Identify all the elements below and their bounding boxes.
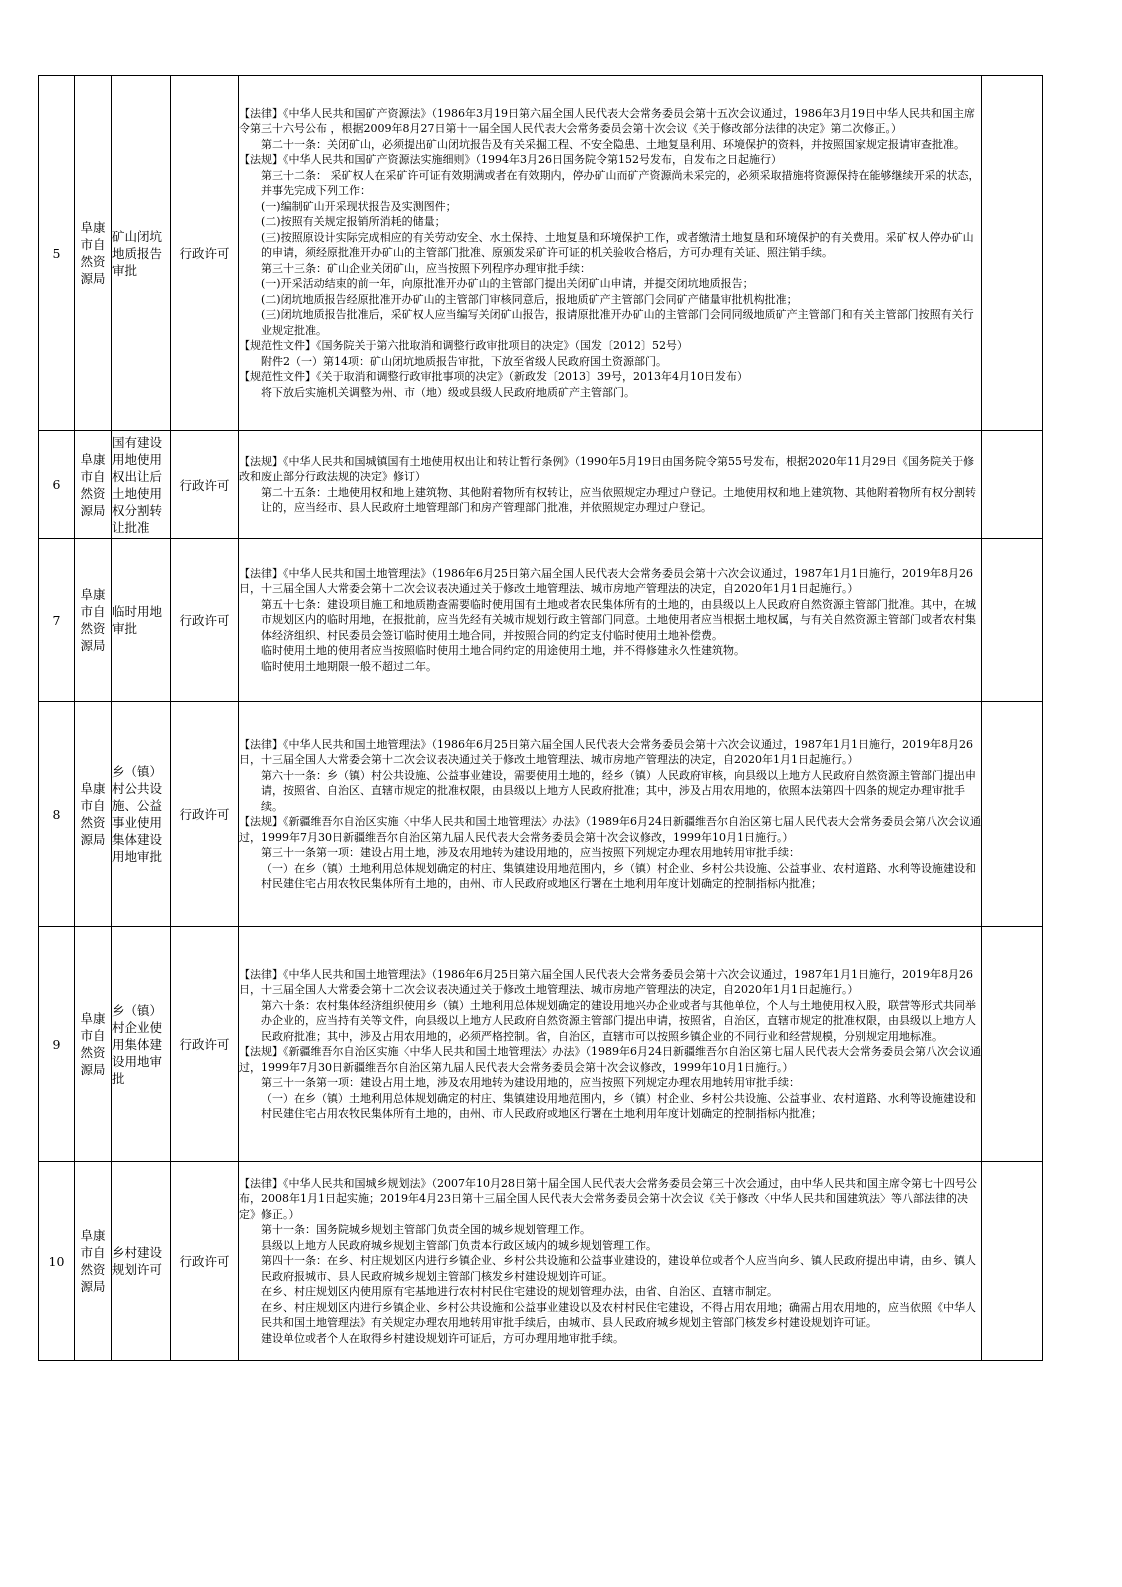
row-number: 6 bbox=[39, 431, 75, 539]
row-number: 9 bbox=[39, 927, 75, 1162]
basis-clause: (一)编制矿山开采现状报告及实测图件； bbox=[261, 199, 457, 213]
basis-source: 【法规】《新疆维吾尔自治区实施〈中华人民共和国土地管理法〉办法》（1989年6月24日新疆维吾尔自治区第七届人民代表大会常务委员会第八次会议通过，1999年7月30日新疆维吾尔自治区第九届人民代表大会常务委员会第十次会议修改，1999年10月1日施行。） bbox=[239, 815, 981, 844]
item-name: 乡（镇）村企业使用集体建设用地审批 bbox=[112, 927, 171, 1162]
table-row bbox=[39, 1162, 1043, 1361]
legal-basis bbox=[239, 927, 982, 1162]
table-row bbox=[39, 927, 1043, 1162]
basis-clause: 第六十一条：乡（镇）村公共设施、公益事业建设，需要使用土地的，经乡（镇）人民政府审核，向县级以上地方人民政府自然资源主管部门提出申请，按照省、自治区、直辖市规定的批准权限，由县级以上地方人民政府批准；其中，涉及占用农用地的，依照本法第四十四条的规定办理审批手续。 bbox=[261, 768, 976, 813]
basis-clause: (二)闭坑地质报告经原批准开办矿山的主管部门审核同意后，报地质矿产主管部门会同矿产储量审批机构批准； bbox=[261, 292, 798, 306]
basis-source: 【规范性文件】《国务院关于第六批取消和调整行政审批项目的决定》（国发〔2012〕52号） bbox=[239, 339, 688, 353]
item-type: 行政许可 bbox=[171, 1162, 239, 1361]
basis-clause: 第二十一条：关闭矿山，必须提出矿山闭坑报告及有关采掘工程、不安全隐患、土地复垦利用、环境保护的资料，并按照国家规定报请审查批准。 bbox=[261, 137, 965, 151]
table-body bbox=[39, 76, 1043, 1361]
basis-clause: 临时使用土地的使用者应当按照临时使用土地合同约定的用途使用土地，并不得修建永久性建筑物。 bbox=[261, 644, 745, 658]
remarks-cell bbox=[982, 76, 1043, 431]
table-row bbox=[39, 431, 1043, 539]
basis-clause: 第三十一条第一项：建设占用土地，涉及农用地转为建设用地的，应当按照下列规定办理农用地转用审批手续： bbox=[261, 1076, 800, 1089]
basis-clause: 第四十一条：在乡、村庄规划区内进行乡镇企业、乡村公共设施和公益事业建设的，建设单位或者个人应当向乡、镇人民政府提出申请，由乡、镇人民政府报城市、县人民政府城乡规划主管部门核发乡村建设规划许可证。 bbox=[261, 1254, 976, 1283]
basis-clause: （一）在乡（镇）土地利用总体规划确定的村庄、集镇建设用地范围内，乡（镇）村企业、乡村公共设施、公益事业、农村道路、水利等设施建设和村民建住宅占用农牧民集体所有土地的，由州、市人民政府或地区行署在土地利用年度计划确定的控制指标内批准； bbox=[261, 861, 976, 890]
basis-source: 【法律】《中华人民共和国城乡规划法》（2007年10月28日第十届全国人民代表大会常务委员会第三十次会通过，由中华人民共和国主席令第七十四号公布，2008年1月1日起实施；2019年4月23日第十三届全国人民代表大会常务委员会第十次会议《关于修改〈中华人民共和国建筑法〉等八部法律的决定》修正。） bbox=[239, 1176, 977, 1221]
basis-clause: 建设单位或者个人在取得乡村建设规划许可证后，方可办理用地审批手续。 bbox=[261, 1331, 624, 1345]
basis-clause: 在乡、村庄规划区内使用原有宅基地进行农村村民住宅建设的规划管理办法，由省、自治区、直辖市制定。 bbox=[261, 1285, 778, 1299]
item-type: 行政许可 bbox=[171, 76, 239, 431]
legal-basis bbox=[239, 1162, 982, 1361]
basis-clause: (三)按照原设计实际完成相应的有关劳动安全、水土保持、土地复垦和环境保护工作，或者缴清土地复垦和环境保护的有关费用。采矿权人停办矿山的申请，须经原批准开办矿山的主管部门批准、原颁发采矿许可证的机关验收合格后，方可办理有关证、照注销手续。 bbox=[261, 230, 974, 260]
legal-basis bbox=[239, 76, 982, 431]
basis-source: 【规范性文件】《关于取消和调整行政审批事项的决定》（新政发〔2013〕39号，2013年4月10日发布） bbox=[239, 370, 748, 384]
item-name: 临时用地审批 bbox=[112, 539, 171, 702]
legal-basis bbox=[239, 539, 982, 702]
basis-clause: 第六十条：农村集体经济组织使用乡（镇）土地利用总体规划确定的建设用地兴办企业或者与其他单位，个人与土地使用权入股，联营等形式共同举办企业的，应当持有关等文件，向县级以上地方人民政府自然资源主管部门提出申请，按照省，自治区，直辖市规定的批准权限，由县级以上地方人民政府批准；其中，涉及占用农用地的，必须严格控制。省，自治区，直辖市可以按照乡镇企业的不同行业和经营规模，分别规定用地标准。 bbox=[261, 998, 976, 1043]
item-name: 矿山闭坑地质报告审批 bbox=[112, 76, 171, 431]
item-type: 行政许可 bbox=[171, 927, 239, 1162]
item-type: 行政许可 bbox=[171, 431, 239, 539]
basis-source: 【法律】《中华人民共和国土地管理法》（1986年6月25日第六届全国人民代表大会常务委员会第十六次会议通过，1987年1月1日施行，2019年8月26日，十三届全国人大常委会第十二次会议表决通过关于修改土地管理法、城市房地产管理法的决定，自2020年1月1日起施行。） bbox=[239, 566, 973, 596]
basis-clause: 第三十三条：矿山企业关闭矿山，应当按照下列程序办理审批手续： bbox=[261, 261, 591, 275]
approval-items-table bbox=[38, 75, 1043, 1361]
table-row bbox=[39, 539, 1043, 702]
implementing-agency: 阜康市自然资源局 bbox=[75, 431, 112, 539]
basis-clause: 第三十一条第一项：建设占用土地，涉及农用地转为建设用地的，应当按照下列规定办理农用地转用审批手续： bbox=[261, 846, 800, 859]
basis-source: 【法规】《中华人民共和国矿产资源法实施细则》（1994年3月26日国务院令第152号发布，自发布之日起施行） bbox=[239, 153, 782, 167]
basis-source: 【法律】《中华人民共和国土地管理法》（1986年6月25日第六届全国人民代表大会常务委员会第十六次会议通过，1987年1月1日施行，2019年8月26日，十三届全国人大常委会第十二次会议表决通过关于修改土地管理法、城市房地产管理法的决定，自2020年1月1日起施行。） bbox=[239, 967, 973, 996]
basis-clause: 第三十二条： 采矿权人在采矿许可证有效期满或者在有效期内，停办矿山而矿产资源尚未采完的，必须采取措施将资源保持在能够继续开采的状态，并事先完成下列工作： bbox=[261, 168, 980, 198]
basis-clause: 第十一条：国务院城乡规划主管部门负责全国的城乡规划管理工作。 bbox=[261, 1223, 591, 1237]
implementing-agency: 阜康市自然资源局 bbox=[75, 76, 112, 431]
remarks-cell bbox=[982, 927, 1043, 1162]
implementing-agency: 阜康市自然资源局 bbox=[75, 539, 112, 702]
legal-basis bbox=[239, 431, 982, 539]
row-number: 7 bbox=[39, 539, 75, 702]
basis-source: 【法律】《中华人民共和国矿产资源法》（1986年3月19日第六届全国人民代表大会常务委员会第十五次会议通过，1986年3月19日中华人民共和国主席令第三十六号公布 ，根据2009年8月27日第十一届全国人民代表大会常务委员会第十次会议《关于修改部分法律的决定》第二次修正。） bbox=[239, 106, 975, 136]
basis-source: 【法规】《中华人民共和国城镇国有土地使用权出让和转让暂行条例》（1990年5月19日由国务院令第55号发布，根据2020年11月29日《国务院关于修改和废止部分行政法规的决定》修订） bbox=[239, 454, 974, 483]
basis-clause: 附件2（一）第14项：矿山闭坑地质报告审批，下放至省级人民政府国土资源部门。 bbox=[261, 354, 667, 368]
row-number: 10 bbox=[39, 1162, 75, 1361]
table-row bbox=[39, 702, 1043, 927]
basis-clause: 临时使用土地期限一般不超过二年。 bbox=[261, 659, 437, 673]
implementing-agency: 阜康市自然资源局 bbox=[75, 702, 112, 927]
item-type: 行政许可 bbox=[171, 702, 239, 927]
basis-clause: (二)按照有关规定报销所消耗的储量； bbox=[261, 215, 446, 229]
item-name: 乡（镇）村公共设施、公益事业使用集体建设用地审批 bbox=[112, 702, 171, 927]
table-row bbox=[39, 76, 1043, 431]
basis-clause: 第二十五条：土地使用权和地上建筑物、其他附着物所有权转让，应当依照规定办理过户登记。土地使用权和地上建筑物、其他附着物所有权分割转让的，应当经市、县人民政府土地管理部门和房产管理部门批准，并依照规定办理过户登记。 bbox=[261, 485, 976, 514]
remarks-cell bbox=[982, 431, 1043, 539]
basis-clause: （一）在乡（镇）土地利用总体规划确定的村庄、集镇建设用地范围内，乡（镇）村企业、乡村公共设施、公益事业、农村道路、水利等设施建设和村民建住宅占用农牧民集体所有土地的，由州、市人民政府或地区行署在土地利用年度计划确定的控制指标内批准； bbox=[261, 1091, 976, 1120]
item-type: 行政许可 bbox=[171, 539, 239, 702]
basis-clause: 县级以上地方人民政府城乡规划主管部门负责本行政区域内的城乡规划管理工作。 bbox=[261, 1238, 657, 1252]
basis-clause: 将下放后实施机关调整为州、市（地）级或县级人民政府地质矿产主管部门。 bbox=[261, 385, 635, 399]
basis-source: 【法规】《新疆维吾尔自治区实施〈中华人民共和国土地管理法〉办法》（1989年6月24日新疆维吾尔自治区第七届人民代表大会常务委员会第八次会议通过，1999年7月30日新疆维吾尔自治区第九届人民代表大会常务委员会第十次会议修改，1999年10月1日施行。） bbox=[239, 1045, 981, 1074]
row-number: 5 bbox=[39, 76, 75, 431]
basis-clause: (一)开采活动结束的前一年，向原批准开办矿山的主管部门提出关闭矿山申请，并提交闭坑地质报告； bbox=[261, 277, 754, 291]
remarks-cell bbox=[982, 702, 1043, 927]
item-name: 国有建设用地使用权出让后土地使用权分割转让批准 bbox=[112, 431, 171, 539]
basis-clause: (三)闭坑地质报告批准后，采矿权人应当编写关闭矿山报告，报请原批准开办矿山的主管部门会同同级地质矿产主管部门和有关主管部门按照有关行业规定批准。 bbox=[261, 308, 974, 337]
remarks-cell bbox=[982, 1162, 1043, 1361]
legal-basis bbox=[239, 702, 982, 927]
basis-clause: 在乡、村庄规划区内进行乡镇企业、乡村公共设施和公益事业建设以及农村村民住宅建设，不得占用农用地；确需占用农用地的，应当依照《中华人民共和国土地管理法》有关规定办理农用地转用审批手续后，由城市、县人民政府城乡规划主管部门核发乡村建设规划许可证。 bbox=[261, 1300, 976, 1330]
row-number: 8 bbox=[39, 702, 75, 927]
implementing-agency: 阜康市自然资源局 bbox=[75, 1162, 112, 1361]
basis-source: 【法律】《中华人民共和国土地管理法》（1986年6月25日第六届全国人民代表大会常务委员会第十六次会议通过，1987年1月1日施行，2019年8月26日，十三届全国人大常委会第十二次会议表决通过关于修改土地管理法、城市房地产管理法的决定，自2020年1月1日起施行。） bbox=[239, 737, 973, 766]
basis-clause: 第五十七条：建设项目施工和地质勘查需要临时使用国有土地或者农民集体所有的土地的，由县级以上人民政府自然资源主管部门批准。其中，在城市规划区内的临时用地，在报批前，应当先经有关城市规划行政主管部门同意。土地使用者应当根据土地权属，与有关自然资源主管部门或者农村集体经济组织、村民委员会签订临时使用土地合同，并按照合同的约定支付临时使用土地补偿费。 bbox=[261, 597, 976, 642]
implementing-agency: 阜康市自然资源局 bbox=[75, 927, 112, 1162]
item-name: 乡村建设规划许可 bbox=[112, 1162, 171, 1361]
remarks-cell bbox=[982, 539, 1043, 702]
